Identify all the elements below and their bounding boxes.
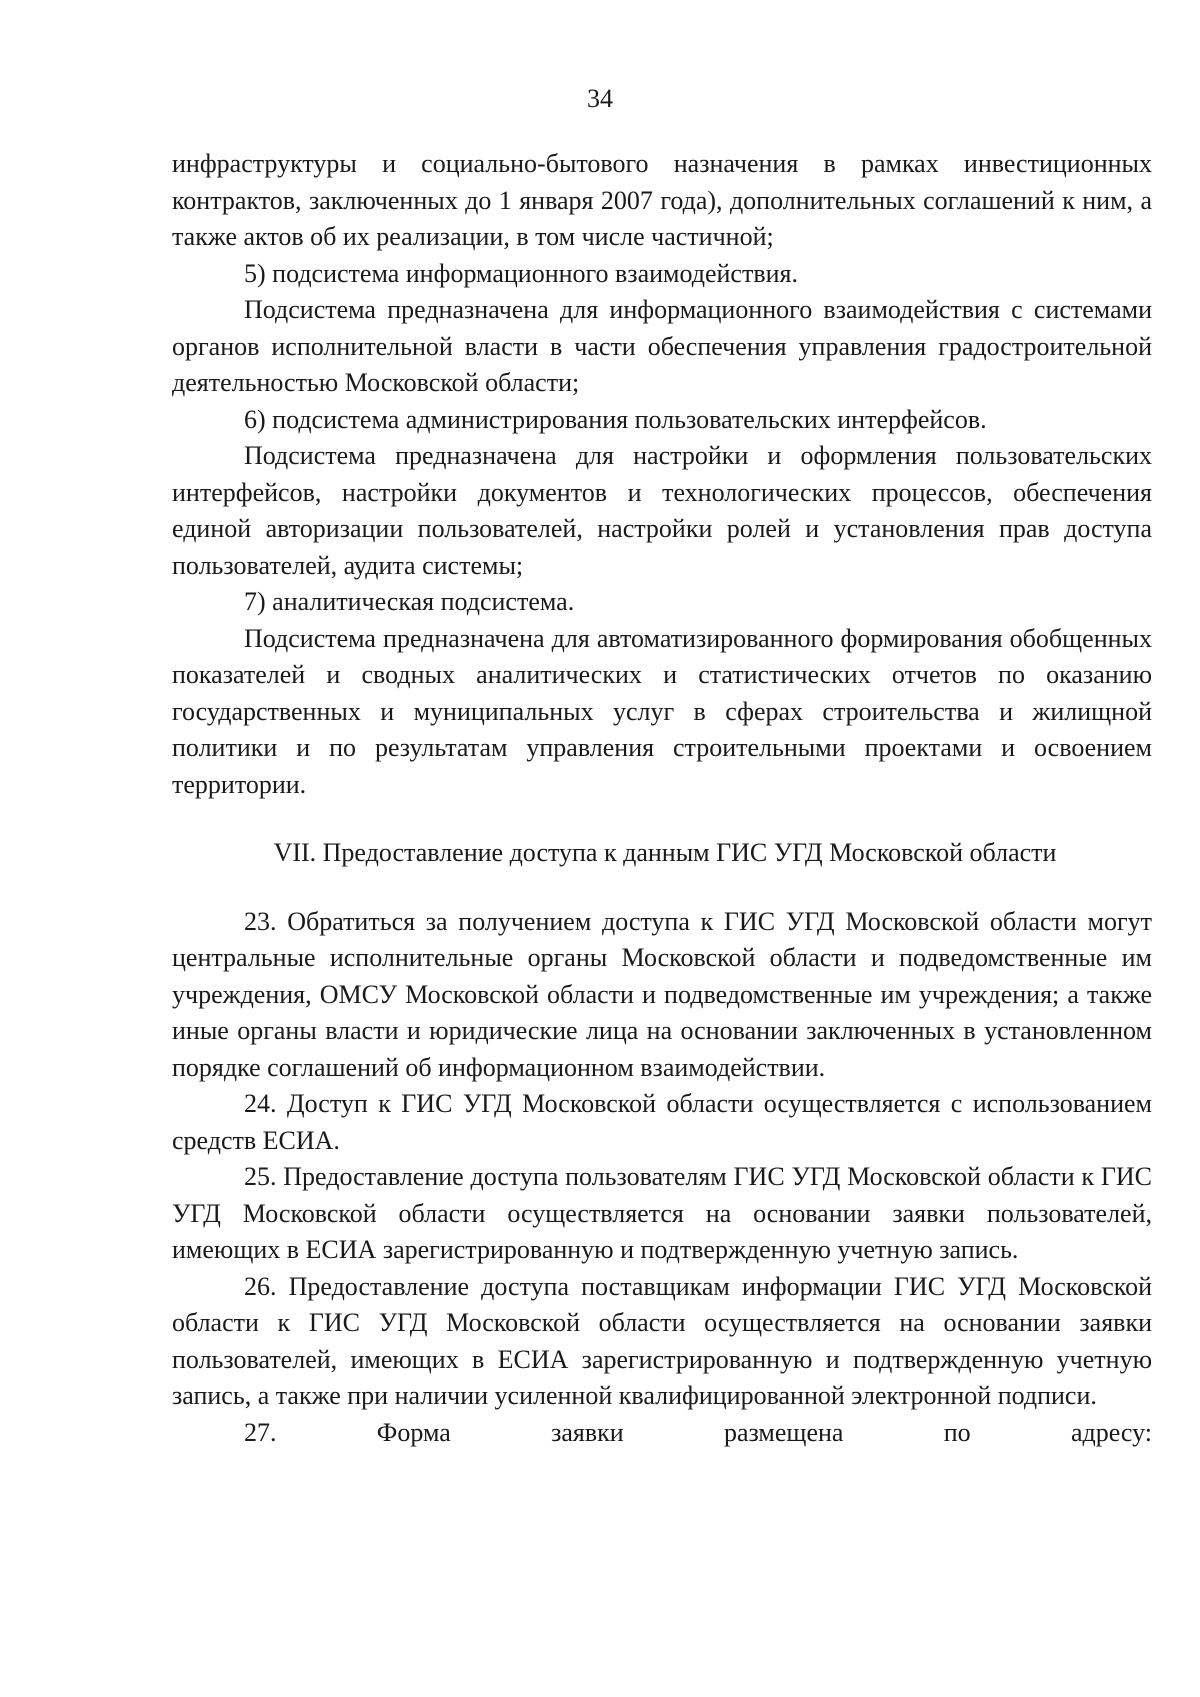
list-item-subsystem-7: 7) аналитическая подсистема. <box>244 587 575 616</box>
paragraph-item-24: 24. Доступ к ГИС УГД Московской области осуществляется с использованием средств ЕСИА. <box>172 1089 1152 1155</box>
paragraph-item-27: 27. Форма заявки размещена по адресу: <box>244 1417 1152 1447</box>
section-heading: VII. Предоставление доступа к данным ГИС УГД Московской области <box>273 838 1057 867</box>
page-number: 34 <box>587 84 613 113</box>
paragraph-continuation: инфраструктуры и социально-бытового назначения в рамках инвестиционных контрактов, заключенных до 1 января 2007 года), дополнительных соглашений к ним, а также актов об их реализации, в том числе частичной; <box>172 149 1152 251</box>
paragraph-item-23: 23. Обратиться за получением доступа к ГИС УГД Московской области могут центральные исполнительные органы Московской области и подведомственные им учреждения, ОМСУ Московской области и подведомственные им учреждения; а также иные органы власти и юридические лица на основании заключенных в установленном порядке соглашений об информационном взаимодействии. <box>172 906 1152 1082</box>
paragraph-item-25: 25. Предоставление доступа пользователям ГИС УГД Московской области к ГИС УГД Московской области осуществляется на основании заявки пользователей, имеющих в ЕСИА зарегистрированную и подтвержденную учетную запись. <box>172 1162 1152 1264</box>
document-body <box>172 146 1152 1451</box>
paragraph-subsystem-6-description: Подсистема предназначена для настройки и оформления пользовательских интерфейсов, настройки документов и технологических процессов, обеспечения единой авторизации пользователей, настройки ролей и установления прав доступа пользователей, аудита системы; <box>172 441 1152 580</box>
paragraph-subsystem-5-description: Подсистема предназначена для информационного взаимодействия с системами органов исполнительной власти в части обеспечения управления градостроительной деятельностью Московской области; <box>172 295 1152 397</box>
paragraph-subsystem-7-description: Подсистема предназначена для автоматизированного формирования обобщенных показателей и сводных аналитических и статистических отчетов по оказанию государственных и муниципальных услуг в сферах строительства и жилищной политики и по результатам управления строительными проектами и освоением территории. <box>172 623 1152 799</box>
paragraph-item-26: 26. Предоставление доступа поставщикам информации ГИС УГД Московской области к ГИС УГД Московской области осуществляется на основании заявки пользователей, имеющих в ЕСИА зарегистрированную и подтвержденную учетную запись, а также при наличии усиленной квалифицированной электронной подписи. <box>172 1271 1152 1410</box>
list-item-subsystem-6: 6) подсистема администрирования пользовательских интерфейсов. <box>244 404 987 434</box>
list-item-subsystem-5: 5) подсистема информационного взаимодействия. <box>244 258 798 288</box>
